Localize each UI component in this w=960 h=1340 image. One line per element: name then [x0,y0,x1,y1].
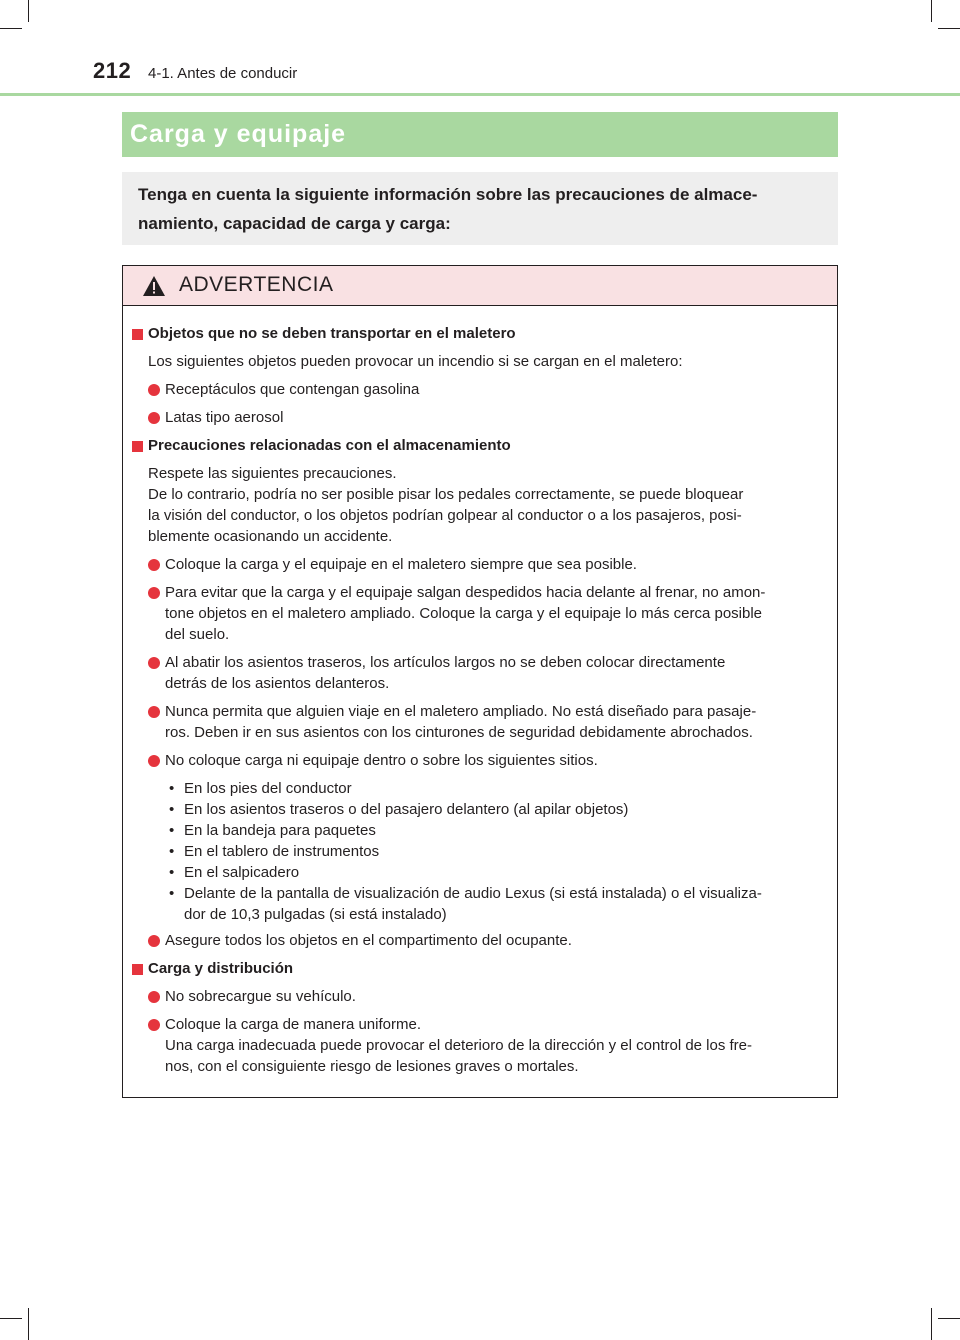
round-bullet-icon [148,559,160,571]
middot-bullet: • [169,843,175,860]
list-item: detrás de los asientos delanteros. [165,675,390,692]
crop-mark [0,1318,22,1319]
paragraph: la visión del conductor, o los objetos podrían golpear al conductor o a los pasajeros, posi- [148,507,742,524]
crop-mark [931,0,932,22]
round-bullet-icon [148,935,160,947]
list-item: tone objetos en el maletero ampliado. Coloque la carga y el equipaje lo más cerca posible [165,605,763,622]
sub-list-item: En los asientos traseros o del pasajero delantero (al apilar objetos) [184,801,629,818]
list-item: Una carga inadecuada puede provocar el deterioro de la dirección y el control de los fre- [165,1037,753,1054]
list-item: Receptáculos que contengan gasolina [165,381,420,398]
section-heading: Objetos que no se deben transportar en el maletero [148,325,516,342]
square-bullet-icon [132,964,143,975]
round-bullet-icon [148,706,160,718]
list-item: nos, con el consiguiente riesgo de lesiones graves o mortales. [165,1058,579,1075]
crop-mark [938,1318,960,1319]
list-item: del suelo. [165,626,230,643]
round-bullet-icon [148,657,160,669]
section-heading: Carga y distribución [148,960,294,977]
warning-header [123,266,837,306]
intro-box [122,172,838,245]
section-heading: Precauciones relacionadas con el almacenamiento [148,437,511,454]
crop-mark [28,0,29,22]
header-rule [0,93,960,96]
list-item: Coloque la carga de manera uniforme. [165,1016,421,1033]
round-bullet-icon [148,755,160,767]
round-bullet-icon [148,384,160,396]
list-item: Coloque la carga y el equipaje en el maletero siempre que sea posible. [165,556,637,573]
round-bullet-icon [148,1019,160,1031]
warning-title: ADVERTENCIA [179,273,334,296]
paragraph: Respete las siguientes precauciones. [148,465,397,482]
list-item: Al abatir los asientos traseros, los artículos largos no se deben colocar directamente [165,654,726,671]
warning-box [122,265,838,1098]
middot-bullet: • [169,885,175,902]
square-bullet-icon [132,329,143,340]
round-bullet-icon [148,587,160,599]
list-item: No sobrecargue su vehículo. [165,988,356,1005]
sub-list-item: Delante de la pantalla de visualización de audio Lexus (si está instalada) o el visualiza- [184,885,762,902]
middot-bullet: • [169,780,175,797]
list-item: No coloque carga ni equipaje dentro o sobre los siguientes sitios. [165,752,598,769]
sub-list-item: En el salpicadero [184,864,300,881]
intro-line: namiento, capacidad de carga y carga: [138,214,451,233]
section-path: 4-1. Antes de conducir [148,65,298,82]
title-bar [122,112,838,157]
sub-list-item: En los pies del conductor [184,780,352,797]
list-item: ros. Deben ir en sus asientos con los cinturones de seguridad debidamente abrochados. [165,724,753,741]
round-bullet-icon [148,412,160,424]
list-item: Para evitar que la carga y el equipaje salgan despedidos hacia delante al frenar, no amon- [165,584,766,601]
sub-list-item: En el tablero de instrumentos [184,843,380,860]
round-bullet-icon [148,991,160,1003]
warning-triangle-icon [143,276,165,296]
paragraph: Los siguientes objetos pueden provocar un incendio si se cargan en el maletero: [148,353,683,370]
crop-mark [0,28,22,29]
middot-bullet: • [169,822,175,839]
paragraph: blemente ocasionando un accidente. [148,528,393,545]
middot-bullet: • [169,801,175,818]
list-item: Nunca permita que alguien viaje en el maletero ampliado. No está diseñado para pasaje- [165,703,757,720]
sub-list-item: En la bandeja para paquetes [184,822,376,839]
middot-bullet: • [169,864,175,881]
list-item: Latas tipo aerosol [165,409,284,426]
list-item: Asegure todos los objetos en el compartimento del ocupante. [165,932,572,949]
sub-list-item: dor de 10,3 pulgadas (si está instalado) [184,906,447,923]
crop-mark [938,28,960,29]
crop-mark [28,1308,29,1340]
page-title: Carga y equipaje [130,120,347,148]
paragraph: De lo contrario, podría no ser posible pisar los pedales correctamente, se puede bloquear [148,486,744,503]
page-number: 212 [93,58,132,83]
intro-line: Tenga en cuenta la siguiente información sobre las precauciones de almace- [138,185,758,204]
square-bullet-icon [132,441,143,452]
crop-mark [931,1308,932,1340]
